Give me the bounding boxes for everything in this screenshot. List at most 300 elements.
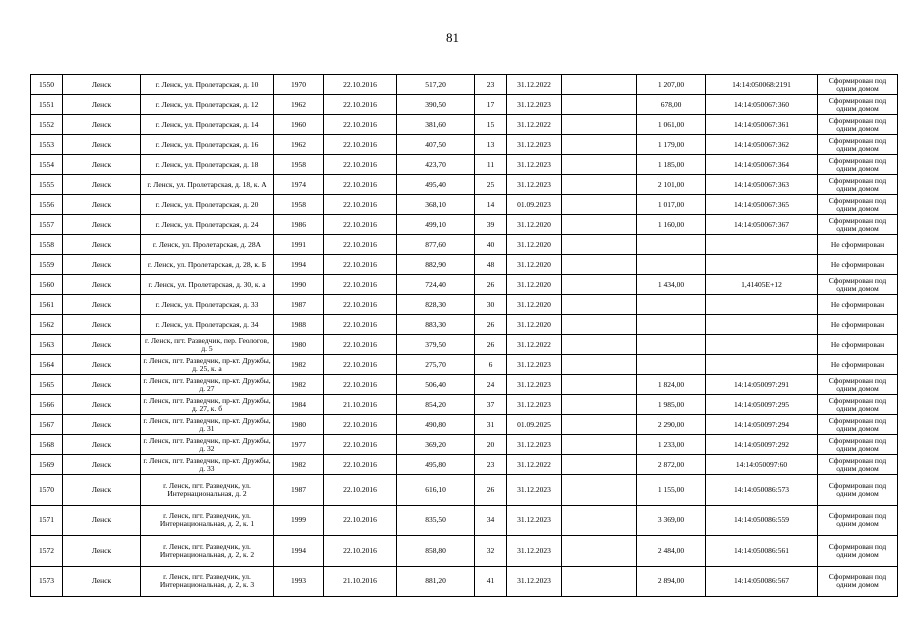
build-year-cell: 1980: [274, 335, 324, 355]
date-cell: 22.10.2016: [324, 155, 397, 175]
area-cell: 423,70: [397, 155, 475, 175]
cost-cell: 1 233,00: [637, 435, 706, 455]
units-cell: 37: [475, 395, 507, 415]
build-year-cell: 1982: [274, 455, 324, 475]
date-cell: 22.10.2016: [324, 135, 397, 155]
status-cell: Сформирован под одним домом: [818, 375, 898, 395]
date-cell: 22.10.2016: [324, 235, 397, 255]
units-cell: 13: [475, 135, 507, 155]
table-row: [31, 75, 898, 95]
address-cell: г. Ленск, ул. Пролетарская, д. 28А: [141, 235, 274, 255]
blank-cell: [562, 275, 637, 295]
units-cell: 23: [475, 455, 507, 475]
area-cell: 882,90: [397, 255, 475, 275]
area-cell: 881,20: [397, 566, 475, 597]
build-year-cell: 1986: [274, 215, 324, 235]
status-cell: Сформирован под одним домом: [818, 275, 898, 295]
city-cell: Ленск: [63, 175, 141, 195]
table-row: [31, 235, 898, 255]
deadline-cell: 31.12.2023: [507, 566, 562, 597]
table-row: [31, 536, 898, 567]
cadastral-number-cell: [706, 335, 818, 355]
cost-cell: 2 290,00: [637, 415, 706, 435]
deadline-cell: 31.12.2020: [507, 215, 562, 235]
build-year-cell: 1987: [274, 475, 324, 506]
units-cell: 30: [475, 295, 507, 315]
build-year-cell: 1999: [274, 505, 324, 536]
area-cell: 490,80: [397, 415, 475, 435]
table-row: [31, 375, 898, 395]
units-cell: 32: [475, 536, 507, 567]
date-cell: 21.10.2016: [324, 566, 397, 597]
city-cell: Ленск: [63, 395, 141, 415]
city-cell: Ленск: [63, 455, 141, 475]
deadline-cell: 31.12.2023: [507, 375, 562, 395]
table-row: [31, 295, 898, 315]
units-cell: 24: [475, 375, 507, 395]
cadastral-number-cell: 14:14:050086:559: [706, 505, 818, 536]
city-cell: Ленск: [63, 415, 141, 435]
cost-cell: 1 061,00: [637, 115, 706, 135]
city-cell: Ленск: [63, 135, 141, 155]
build-year-cell: 1982: [274, 375, 324, 395]
row-number-cell: 1553: [31, 135, 63, 155]
deadline-cell: 31.12.2020: [507, 235, 562, 255]
date-cell: 22.10.2016: [324, 275, 397, 295]
address-cell: г. Ленск, ул. Пролетарская, д. 30, к. а: [141, 275, 274, 295]
address-cell: г. Ленск, пгт. Разведчик, пер. Геологов, д. 5: [141, 335, 274, 355]
area-cell: 495,80: [397, 455, 475, 475]
row-number-cell: 1554: [31, 155, 63, 175]
build-year-cell: 1962: [274, 135, 324, 155]
area-cell: 883,30: [397, 315, 475, 335]
build-year-cell: 1958: [274, 155, 324, 175]
row-number-cell: 1557: [31, 215, 63, 235]
table-row: [31, 475, 898, 506]
area-cell: 877,60: [397, 235, 475, 255]
area-cell: 724,40: [397, 275, 475, 295]
cadastral-number-cell: 14:14:050097:295: [706, 395, 818, 415]
blank-cell: [562, 295, 637, 315]
table-row: [31, 215, 898, 235]
area-cell: 499,10: [397, 215, 475, 235]
cost-cell: 1 434,00: [637, 275, 706, 295]
address-cell: г. Ленск, пгт. Разведчик, пр-кт. Дружбы, д. 33: [141, 455, 274, 475]
cost-cell: [637, 235, 706, 255]
deadline-cell: 31.12.2023: [507, 135, 562, 155]
blank-cell: [562, 175, 637, 195]
status-cell: Сформирован под одним домом: [818, 536, 898, 567]
cadastral-number-cell: 14:14:050067:361: [706, 115, 818, 135]
area-cell: 495,40: [397, 175, 475, 195]
deadline-cell: 31.12.2022: [507, 335, 562, 355]
build-year-cell: 1991: [274, 235, 324, 255]
units-cell: 41: [475, 566, 507, 597]
table-row: [31, 415, 898, 435]
address-cell: г. Ленск, ул. Пролетарская, д. 28, к. Б: [141, 255, 274, 275]
build-year-cell: 1987: [274, 295, 324, 315]
city-cell: Ленск: [63, 536, 141, 567]
date-cell: 22.10.2016: [324, 505, 397, 536]
units-cell: 40: [475, 235, 507, 255]
units-cell: 23: [475, 75, 507, 95]
blank-cell: [562, 415, 637, 435]
cadastral-number-cell: 14:14:050097:291: [706, 375, 818, 395]
address-cell: г. Ленск, пгт. Разведчик, ул. Интернациональная, д. 2, к. 3: [141, 566, 274, 597]
cost-cell: 2 101,00: [637, 175, 706, 195]
cadastral-number-cell: 14:14:050067:367: [706, 215, 818, 235]
blank-cell: [562, 455, 637, 475]
city-cell: Ленск: [63, 435, 141, 455]
units-cell: 25: [475, 175, 507, 195]
table-row: [31, 135, 898, 155]
blank-cell: [562, 155, 637, 175]
table-row: [31, 566, 898, 597]
build-year-cell: 1993: [274, 566, 324, 597]
deadline-cell: 31.12.2023: [507, 536, 562, 567]
address-cell: г. Ленск, ул. Пролетарская, д. 20: [141, 195, 274, 215]
deadline-cell: 31.12.2023: [507, 155, 562, 175]
date-cell: 22.10.2016: [324, 75, 397, 95]
status-cell: Сформирован под одним домом: [818, 115, 898, 135]
deadline-cell: 31.12.2020: [507, 295, 562, 315]
address-cell: г. Ленск, ул. Пролетарская, д. 33: [141, 295, 274, 315]
table-row: [31, 335, 898, 355]
blank-cell: [562, 375, 637, 395]
date-cell: 22.10.2016: [324, 175, 397, 195]
cost-cell: [637, 355, 706, 375]
status-cell: Сформирован под одним домом: [818, 95, 898, 115]
blank-cell: [562, 536, 637, 567]
row-number-cell: 1568: [31, 435, 63, 455]
address-cell: г. Ленск, пгт. Разведчик, пр-кт. Дружбы, д. 31: [141, 415, 274, 435]
deadline-cell: 31.12.2023: [507, 355, 562, 375]
area-cell: 858,80: [397, 536, 475, 567]
row-number-cell: 1550: [31, 75, 63, 95]
table-row: [31, 355, 898, 375]
units-cell: 48: [475, 255, 507, 275]
build-year-cell: 1994: [274, 255, 324, 275]
deadline-cell: 01.09.2025: [507, 415, 562, 435]
blank-cell: [562, 475, 637, 506]
cost-cell: [637, 335, 706, 355]
deadline-cell: 31.12.2022: [507, 455, 562, 475]
blank-cell: [562, 255, 637, 275]
cadastral-number-cell: [706, 355, 818, 375]
address-cell: г. Ленск, ул. Пролетарская, д. 10: [141, 75, 274, 95]
deadline-cell: 31.12.2022: [507, 115, 562, 135]
units-cell: 26: [475, 475, 507, 506]
row-number-cell: 1559: [31, 255, 63, 275]
date-cell: 22.10.2016: [324, 215, 397, 235]
page-number: 81: [446, 30, 459, 45]
row-number-cell: 1552: [31, 115, 63, 135]
date-cell: 22.10.2016: [324, 95, 397, 115]
cadastral-number-cell: 14:14:050086:573: [706, 475, 818, 506]
area-cell: 369,20: [397, 435, 475, 455]
deadline-cell: 01.09.2023: [507, 195, 562, 215]
cost-cell: 1 207,00: [637, 75, 706, 95]
table-row: [31, 95, 898, 115]
row-number-cell: 1572: [31, 536, 63, 567]
area-cell: 407,50: [397, 135, 475, 155]
date-cell: 22.10.2016: [324, 255, 397, 275]
blank-cell: [562, 566, 637, 597]
status-cell: Сформирован под одним домом: [818, 566, 898, 597]
cadastral-number-cell: 14:14:050068:2191: [706, 75, 818, 95]
status-cell: Не сформирован: [818, 255, 898, 275]
address-cell: г. Ленск, ул. Пролетарская, д. 34: [141, 315, 274, 335]
row-number-cell: 1567: [31, 415, 63, 435]
date-cell: 22.10.2016: [324, 375, 397, 395]
units-cell: 15: [475, 115, 507, 135]
units-cell: 17: [475, 95, 507, 115]
cadastral-number-cell: 14:14:050086:567: [706, 566, 818, 597]
status-cell: Сформирован под одним домом: [818, 195, 898, 215]
address-cell: г. Ленск, пгт. Разведчик, пр-кт. Дружбы, д. 27: [141, 375, 274, 395]
build-year-cell: 1990: [274, 275, 324, 295]
city-cell: Ленск: [63, 505, 141, 536]
city-cell: Ленск: [63, 295, 141, 315]
blank-cell: [562, 355, 637, 375]
table-body: [31, 75, 898, 597]
cadastral-number-cell: 14:14:050067:362: [706, 135, 818, 155]
address-cell: г. Ленск, ул. Пролетарская, д. 12: [141, 95, 274, 115]
row-number-cell: 1558: [31, 235, 63, 255]
city-cell: Ленск: [63, 95, 141, 115]
area-cell: 854,20: [397, 395, 475, 415]
housing-registry-table: [30, 74, 898, 597]
table-row: [31, 195, 898, 215]
cadastral-number-cell: 1,41405E+12: [706, 275, 818, 295]
row-number-cell: 1556: [31, 195, 63, 215]
cost-cell: 3 369,00: [637, 505, 706, 536]
units-cell: 31: [475, 415, 507, 435]
cadastral-number-cell: 14:14:050086:561: [706, 536, 818, 567]
status-cell: Не сформирован: [818, 315, 898, 335]
status-cell: Сформирован под одним домом: [818, 75, 898, 95]
address-cell: г. Ленск, пгт. Разведчик, пр-кт. Дружбы, д. 27, к. б: [141, 395, 274, 415]
status-cell: Сформирован под одним домом: [818, 215, 898, 235]
status-cell: Сформирован под одним домом: [818, 435, 898, 455]
table-row: [31, 115, 898, 135]
area-cell: 275,70: [397, 355, 475, 375]
cost-cell: 1 160,00: [637, 215, 706, 235]
row-number-cell: 1560: [31, 275, 63, 295]
address-cell: г. Ленск, пгт. Разведчик, ул. Интернациональная, д. 2: [141, 475, 274, 506]
city-cell: Ленск: [63, 255, 141, 275]
table-row: [31, 455, 898, 475]
table-row: [31, 275, 898, 295]
cost-cell: 2 894,00: [637, 566, 706, 597]
date-cell: 22.10.2016: [324, 315, 397, 335]
date-cell: 21.10.2016: [324, 395, 397, 415]
address-cell: г. Ленск, ул. Пролетарская, д. 16: [141, 135, 274, 155]
blank-cell: [562, 135, 637, 155]
city-cell: Ленск: [63, 475, 141, 506]
units-cell: 34: [475, 505, 507, 536]
deadline-cell: 31.12.2020: [507, 315, 562, 335]
blank-cell: [562, 95, 637, 115]
deadline-cell: 31.12.2020: [507, 275, 562, 295]
deadline-cell: 31.12.2023: [507, 475, 562, 506]
cadastral-number-cell: [706, 235, 818, 255]
build-year-cell: 1977: [274, 435, 324, 455]
date-cell: 22.10.2016: [324, 355, 397, 375]
row-number-cell: 1571: [31, 505, 63, 536]
cost-cell: 1 179,00: [637, 135, 706, 155]
row-number-cell: 1562: [31, 315, 63, 335]
status-cell: Сформирован под одним домом: [818, 395, 898, 415]
city-cell: Ленск: [63, 335, 141, 355]
blank-cell: [562, 75, 637, 95]
status-cell: Не сформирован: [818, 335, 898, 355]
cadastral-number-cell: [706, 255, 818, 275]
units-cell: 26: [475, 315, 507, 335]
table-row: [31, 395, 898, 415]
area-cell: 506,40: [397, 375, 475, 395]
area-cell: 379,50: [397, 335, 475, 355]
build-year-cell: 1962: [274, 95, 324, 115]
area-cell: 835,50: [397, 505, 475, 536]
area-cell: 517,20: [397, 75, 475, 95]
address-cell: г. Ленск, пгт. Разведчик, ул. Интернациональная, д. 2, к. 2: [141, 536, 274, 567]
cadastral-number-cell: 14:14:050067:365: [706, 195, 818, 215]
row-number-cell: 1565: [31, 375, 63, 395]
blank-cell: [562, 195, 637, 215]
build-year-cell: 1982: [274, 355, 324, 375]
city-cell: Ленск: [63, 275, 141, 295]
status-cell: Сформирован под одним домом: [818, 175, 898, 195]
area-cell: 390,50: [397, 95, 475, 115]
blank-cell: [562, 115, 637, 135]
city-cell: Ленск: [63, 235, 141, 255]
units-cell: 11: [475, 155, 507, 175]
cost-cell: 1 185,00: [637, 155, 706, 175]
city-cell: Ленск: [63, 355, 141, 375]
cost-cell: 1 155,00: [637, 475, 706, 506]
blank-cell: [562, 335, 637, 355]
status-cell: Не сформирован: [818, 295, 898, 315]
address-cell: г. Ленск, пгт. Разведчик, ул. Интернациональная, д. 2, к. 1: [141, 505, 274, 536]
blank-cell: [562, 395, 637, 415]
build-year-cell: 1970: [274, 75, 324, 95]
row-number-cell: 1551: [31, 95, 63, 115]
status-cell: Не сформирован: [818, 235, 898, 255]
blank-cell: [562, 505, 637, 536]
cadastral-number-cell: 14:14:050097:60: [706, 455, 818, 475]
units-cell: 26: [475, 275, 507, 295]
status-cell: Сформирован под одним домом: [818, 505, 898, 536]
table-row: [31, 175, 898, 195]
blank-cell: [562, 315, 637, 335]
cadastral-number-cell: [706, 315, 818, 335]
status-cell: Сформирован под одним домом: [818, 135, 898, 155]
city-cell: Ленск: [63, 155, 141, 175]
cost-cell: 1 017,00: [637, 195, 706, 215]
blank-cell: [562, 235, 637, 255]
city-cell: Ленск: [63, 375, 141, 395]
cadastral-number-cell: 14:14:050067:364: [706, 155, 818, 175]
date-cell: 22.10.2016: [324, 195, 397, 215]
status-cell: Сформирован под одним домом: [818, 155, 898, 175]
area-cell: 368,10: [397, 195, 475, 215]
address-cell: г. Ленск, ул. Пролетарская, д. 18, к. А: [141, 175, 274, 195]
cost-cell: [637, 315, 706, 335]
deadline-cell: 31.12.2023: [507, 395, 562, 415]
deadline-cell: 31.12.2023: [507, 435, 562, 455]
build-year-cell: 1958: [274, 195, 324, 215]
row-number-cell: 1570: [31, 475, 63, 506]
table-row: [31, 155, 898, 175]
city-cell: Ленск: [63, 115, 141, 135]
cost-cell: 2 872,00: [637, 455, 706, 475]
build-year-cell: 1988: [274, 315, 324, 335]
units-cell: 39: [475, 215, 507, 235]
city-cell: Ленск: [63, 75, 141, 95]
blank-cell: [562, 435, 637, 455]
row-number-cell: 1561: [31, 295, 63, 315]
date-cell: 22.10.2016: [324, 415, 397, 435]
status-cell: Сформирован под одним домом: [818, 415, 898, 435]
address-cell: г. Ленск, пгт. Разведчик, пр-кт. Дружбы, д. 25, к. а: [141, 355, 274, 375]
cost-cell: 678,00: [637, 95, 706, 115]
date-cell: 22.10.2016: [324, 536, 397, 567]
cost-cell: [637, 255, 706, 275]
date-cell: 22.10.2016: [324, 475, 397, 506]
cost-cell: 1 985,00: [637, 395, 706, 415]
build-year-cell: 1960: [274, 115, 324, 135]
row-number-cell: 1564: [31, 355, 63, 375]
blank-cell: [562, 215, 637, 235]
date-cell: 22.10.2016: [324, 455, 397, 475]
address-cell: г. Ленск, ул. Пролетарская, д. 24: [141, 215, 274, 235]
cost-cell: 2 484,00: [637, 536, 706, 567]
row-number-cell: 1566: [31, 395, 63, 415]
address-cell: г. Ленск, ул. Пролетарская, д. 18: [141, 155, 274, 175]
cost-cell: [637, 295, 706, 315]
table-row: [31, 435, 898, 455]
cost-cell: 1 824,00: [637, 375, 706, 395]
city-cell: Ленск: [63, 315, 141, 335]
area-cell: 828,30: [397, 295, 475, 315]
cadastral-number-cell: 14:14:050097:292: [706, 435, 818, 455]
status-cell: Сформирован под одним домом: [818, 455, 898, 475]
row-number-cell: 1563: [31, 335, 63, 355]
units-cell: 6: [475, 355, 507, 375]
cadastral-number-cell: 14:14:050097:294: [706, 415, 818, 435]
area-cell: 381,60: [397, 115, 475, 135]
build-year-cell: 1974: [274, 175, 324, 195]
deadline-cell: 31.12.2023: [507, 95, 562, 115]
city-cell: Ленск: [63, 215, 141, 235]
build-year-cell: 1980: [274, 415, 324, 435]
table-row: [31, 315, 898, 335]
date-cell: 22.10.2016: [324, 295, 397, 315]
deadline-cell: 31.12.2023: [507, 175, 562, 195]
date-cell: 22.10.2016: [324, 335, 397, 355]
units-cell: 20: [475, 435, 507, 455]
row-number-cell: 1573: [31, 566, 63, 597]
cadastral-number-cell: 14:14:050067:363: [706, 175, 818, 195]
cadastral-number-cell: 14:14:050067:360: [706, 95, 818, 115]
build-year-cell: 1984: [274, 395, 324, 415]
row-number-cell: 1569: [31, 455, 63, 475]
date-cell: 22.10.2016: [324, 115, 397, 135]
table-row: [31, 255, 898, 275]
deadline-cell: 31.12.2022: [507, 75, 562, 95]
units-cell: 26: [475, 335, 507, 355]
